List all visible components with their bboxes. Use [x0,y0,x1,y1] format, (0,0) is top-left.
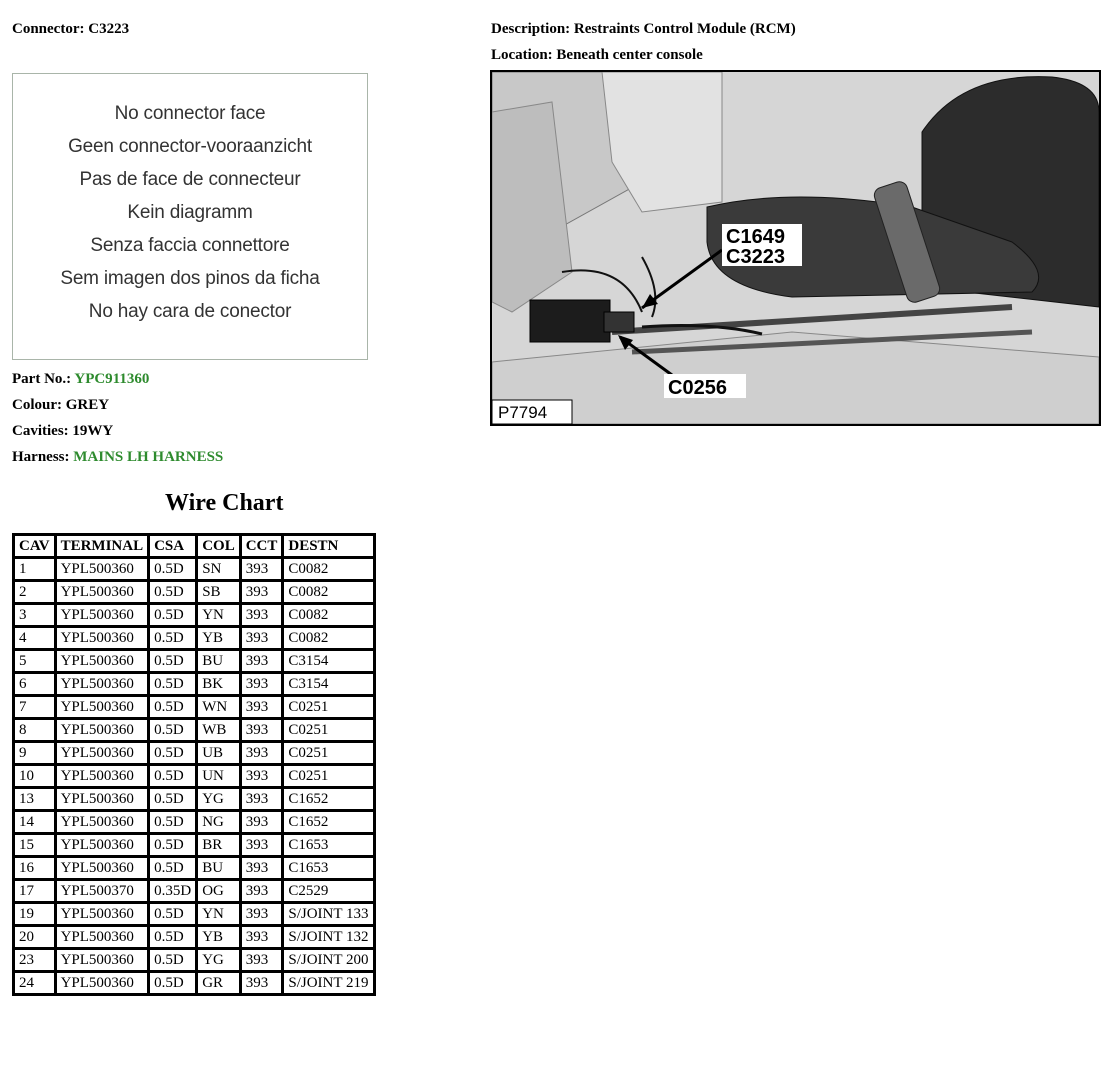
connector-value: C3223 [88,21,130,37]
cell-col: WN [197,696,241,719]
cell-cav: 7 [14,696,56,719]
colour-label: Colour: GREY [12,397,110,413]
cell-terminal: YPL500360 [55,558,149,581]
cell-cct: 393 [240,926,283,949]
table-row [14,857,375,880]
cell-cct: 393 [240,581,283,604]
cell-col: YN [197,903,241,926]
table-row [14,926,375,949]
cell-terminal: YPL500360 [55,673,149,696]
cell-cav: 20 [14,926,56,949]
cell-terminal: YPL500360 [55,719,149,742]
table-row [14,558,375,581]
cell-cav: 23 [14,949,56,972]
cell-cav: 10 [14,765,56,788]
cell-cct: 393 [240,627,283,650]
cell-destn: S/JOINT 200 [283,949,374,972]
cell-csa: 0.5D [149,627,197,650]
table-row [14,811,375,834]
cell-terminal: YPL500360 [55,696,149,719]
cell-col: OG [197,880,241,903]
cell-cav: 16 [14,857,56,880]
table-row [14,719,375,742]
cell-destn: C0251 [283,765,374,788]
cell-terminal: YPL500360 [55,926,149,949]
cell-csa: 0.5D [149,926,197,949]
no-face-line: No hay cara de conector [88,301,292,322]
cell-cct: 393 [240,650,283,673]
table-row [14,880,375,903]
cell-csa: 0.5D [149,811,197,834]
cell-cav: 19 [14,903,56,926]
table-row [14,650,375,673]
wire-chart-title: Wire Chart [165,490,284,516]
callout-c3223: C3223 [726,246,785,268]
col-header-terminal: TERMINAL [55,535,149,558]
cell-cav: 9 [14,742,56,765]
cell-cav: 8 [14,719,56,742]
cell-cct: 393 [240,742,283,765]
cell-col: YG [197,788,241,811]
no-face-line: Sem imagen dos pinos da ficha [60,268,320,289]
cell-col: BK [197,673,241,696]
description-label: Description: Restraints Control Module (RCM) [491,21,796,37]
table-row [14,627,375,650]
cell-terminal: YPL500360 [55,627,149,650]
cell-cct: 393 [240,765,283,788]
cell-terminal: YPL500360 [55,650,149,673]
location-label: Location: Beneath center console [491,47,703,63]
cell-terminal: YPL500360 [55,581,149,604]
cell-destn: C1653 [283,857,374,880]
cell-csa: 0.5D [149,558,197,581]
cell-terminal: YPL500360 [55,857,149,880]
cell-csa: 0.5D [149,742,197,765]
table-row [14,949,375,972]
cell-csa: 0.5D [149,972,197,995]
cell-csa: 0.5D [149,949,197,972]
no-face-line: Kein diagramm [127,202,253,223]
table-row [14,765,375,788]
cell-cct: 393 [240,880,283,903]
cell-cav: 2 [14,581,56,604]
cell-terminal: YPL500370 [55,880,149,903]
cell-destn: C1652 [283,811,374,834]
cell-csa: 0.5D [149,765,197,788]
cell-cct: 393 [240,903,283,926]
cell-csa: 0.5D [149,857,197,880]
cavities-value: 19WY [72,423,114,439]
cell-terminal: YPL500360 [55,972,149,995]
cell-destn: C0082 [283,604,374,627]
col-header-csa: CSA [149,535,197,558]
cell-destn: C0251 [283,742,374,765]
cell-terminal: YPL500360 [55,742,149,765]
cell-col: YN [197,604,241,627]
no-connector-face-box [12,73,368,360]
table-row [14,903,375,926]
cell-csa: 0.5D [149,834,197,857]
table-row [14,673,375,696]
table-row [14,696,375,719]
colour-value: GREY [65,397,110,413]
cell-csa: 0.5D [149,650,197,673]
callout-c1649: C1649 [726,226,785,248]
no-face-line: No connector face [114,103,266,124]
cell-terminal: YPL500360 [55,765,149,788]
cell-cct: 393 [240,719,283,742]
cell-destn: S/JOINT 132 [283,926,374,949]
table-header-row [14,535,375,558]
cell-col: WB [197,719,241,742]
cell-terminal: YPL500360 [55,903,149,926]
wire-chart-table [12,533,376,996]
cell-cav: 14 [14,811,56,834]
location-value: Beneath center console [556,47,703,63]
cell-cav: 13 [14,788,56,811]
cell-cct: 393 [240,604,283,627]
cell-destn: C2529 [283,880,374,903]
cell-col: SN [197,558,241,581]
cell-cav: 5 [14,650,56,673]
harness-label: Harness: MAINS LH HARNESS [12,449,224,465]
callout-c0256: C0256 [668,377,727,399]
cell-terminal: YPL500360 [55,788,149,811]
part-no-link[interactable]: YPC911360 [74,371,150,387]
cell-col: YB [197,627,241,650]
cell-cav: 15 [14,834,56,857]
table-row [14,742,375,765]
cell-destn: C0251 [283,696,374,719]
table-row [14,604,375,627]
cell-destn: S/JOINT 219 [283,972,374,995]
cell-csa: 0.5D [149,581,197,604]
table-row [14,972,375,995]
cell-csa: 0.5D [149,696,197,719]
col-header-cav: CAV [14,535,56,558]
harness-link[interactable]: MAINS LH HARNESS [73,449,224,465]
cell-cct: 393 [240,558,283,581]
cell-terminal: YPL500360 [55,834,149,857]
cell-terminal: YPL500360 [55,811,149,834]
cell-col: UB [197,742,241,765]
cell-destn: C1652 [283,788,374,811]
vehicle-interior-illustration [492,72,1099,424]
cavities-label: Cavities: 19WY [12,423,114,439]
description-value: Restraints Control Module (RCM) [573,21,796,37]
cell-col: SB [197,581,241,604]
cell-destn: C0082 [283,558,374,581]
cell-col: UN [197,765,241,788]
no-face-line: Senza faccia connettore [90,235,290,256]
cell-cct: 393 [240,811,283,834]
cell-destn: C0251 [283,719,374,742]
cell-cav: 6 [14,673,56,696]
table-row [14,788,375,811]
cell-cct: 393 [240,788,283,811]
cell-csa: 0.5D [149,719,197,742]
cell-destn: C3154 [283,673,374,696]
cell-cct: 393 [240,834,283,857]
cell-csa: 0.35D [149,880,197,903]
cell-terminal: YPL500360 [55,604,149,627]
cell-cav: 1 [14,558,56,581]
cell-col: BU [197,857,241,880]
cell-csa: 0.5D [149,604,197,627]
cell-terminal: YPL500360 [55,949,149,972]
cell-destn: S/JOINT 133 [283,903,374,926]
cell-col: BR [197,834,241,857]
cell-cct: 393 [240,972,283,995]
col-header-destn: DESTN [283,535,374,558]
cell-col: YG [197,949,241,972]
cell-destn: C1653 [283,834,374,857]
no-face-line: Geen connector-vooraanzicht [68,136,312,157]
col-header-col: COL [197,535,241,558]
table-row [14,581,375,604]
cell-cav: 4 [14,627,56,650]
cell-col: GR [197,972,241,995]
cell-csa: 0.5D [149,903,197,926]
cell-cct: 393 [240,673,283,696]
cell-cav: 3 [14,604,56,627]
cell-cct: 393 [240,949,283,972]
cell-destn: C0082 [283,581,374,604]
cell-col: BU [197,650,241,673]
figure-id: P7794 [498,403,548,422]
no-face-line: Pas de face de connecteur [79,169,301,190]
cell-csa: 0.5D [149,788,197,811]
cell-col: YB [197,926,241,949]
cell-destn: C3154 [283,650,374,673]
col-header-cct: CCT [240,535,283,558]
table-row [14,834,375,857]
cell-destn: C0082 [283,627,374,650]
cell-cct: 393 [240,696,283,719]
connector-location-photo [490,70,1101,426]
cell-cav: 17 [14,880,56,903]
part-no-label: Part No.: YPC911360 [12,371,150,387]
cell-csa: 0.5D [149,673,197,696]
cell-col: NG [197,811,241,834]
connector-label: Connector: C3223 [12,21,130,37]
cell-cav: 24 [14,972,56,995]
cell-cct: 393 [240,857,283,880]
